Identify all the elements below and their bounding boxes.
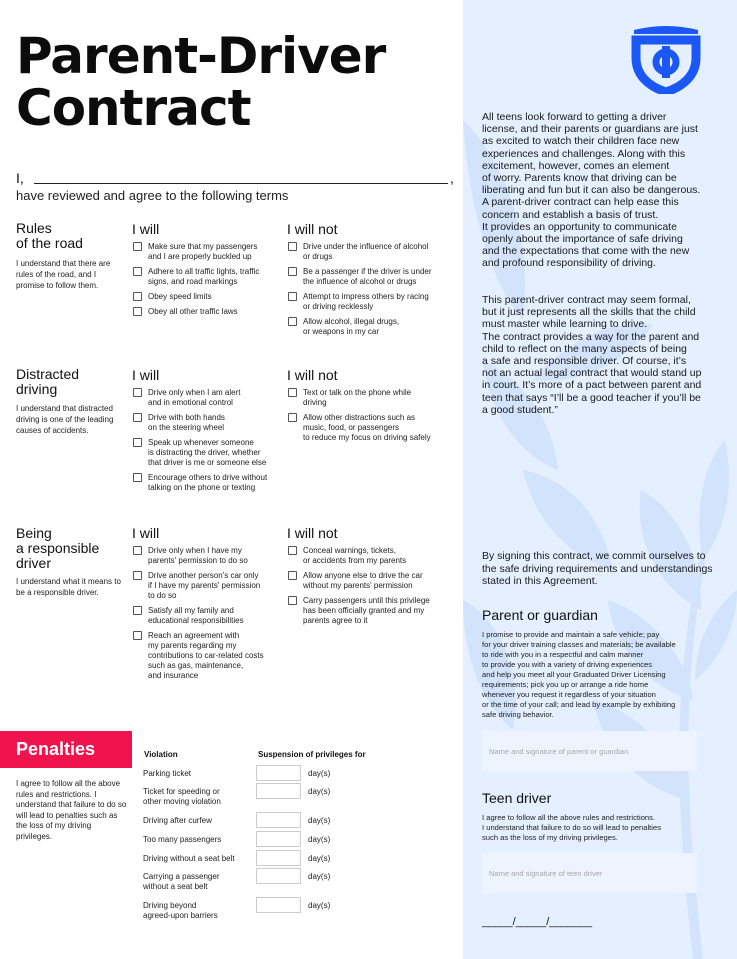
checkbox-icon[interactable]: [133, 292, 142, 301]
will-not-heading: I will not: [287, 367, 338, 383]
intro-paragraph-2: This parent-driver contract may seem formal, but it just represents all the skills that the child must master while learning to drive. The contract provides a way for the parent and child to reflect on the many aspects of being a safe and responsible driver. Of course, it’s not an actual legal contract that would stand up in court. It’s more of a pact between parent and teen that says “I’ll be a good teacher if you’ll be a good student.”: [482, 294, 702, 416]
will-list-rules: [133, 242, 281, 322]
suspension-column-header: Suspension of privileges for: [258, 750, 366, 759]
penalties-description: I agree to follow all the above rules and restrictions. I understand that failure to do so will lead to penalties such as the loss of my driving privileges.: [16, 779, 127, 841]
list-item[interactable]: [288, 292, 458, 312]
days-unit: day(s): [308, 769, 331, 778]
checkbox-icon[interactable]: [288, 267, 297, 276]
item-label: Text or talk on the phone while driving: [303, 388, 412, 407]
item-label: Drive under the influence of alcohol or drugs: [303, 242, 429, 261]
item-label: Obey speed limits: [148, 292, 212, 301]
section-title-rules: Rules of the road: [16, 220, 83, 251]
days-unit: day(s): [308, 787, 331, 796]
will-not-heading: I will not: [287, 221, 338, 237]
checkbox-icon[interactable]: [288, 413, 297, 422]
violation-label: Driving without a seat belt: [143, 854, 235, 863]
reviewed-statement: have reviewed and agree to the following terms: [16, 188, 289, 203]
checkbox-icon[interactable]: [133, 307, 142, 316]
will-heading: I will: [132, 367, 160, 383]
commitment-statement: By signing this contract, we commit ourselves to the safe driving requirements and understandings stated in this Agreement.: [482, 550, 713, 587]
name-blank-line[interactable]: [34, 183, 448, 184]
violation-label: Driving beyond agreed-upon barriers: [143, 901, 218, 920]
list-item[interactable]: [288, 546, 458, 566]
list-item[interactable]: [288, 413, 458, 443]
list-item[interactable]: [288, 596, 458, 626]
will-list-responsible: [133, 546, 283, 686]
checkbox-icon[interactable]: [133, 631, 142, 640]
suspension-days-input[interactable]: [256, 897, 301, 913]
days-unit: day(s): [308, 854, 331, 863]
teen-signature-field[interactable]: [482, 853, 697, 893]
table-row: [143, 901, 443, 921]
checkbox-icon[interactable]: [133, 546, 142, 555]
list-item[interactable]: [288, 317, 458, 337]
item-label: Conceal warnings, tickets, or accidents from my parents: [303, 546, 407, 565]
list-item[interactable]: [133, 292, 281, 302]
penalties-banner: Penalties: [0, 731, 132, 768]
will-not-list-distracted: [288, 388, 458, 448]
teen-heading: Teen driver: [482, 790, 552, 806]
item-label: Carry passengers until this privilege has been officially granted and my parents agree to it: [303, 596, 430, 625]
table-row: [143, 787, 443, 807]
teen-agreement-text: I agree to follow all the above rules and restrictions. I understand that failure to do so will lead to penalties such as the loss of my driving privileges.: [482, 813, 661, 842]
suspension-days-input[interactable]: [256, 765, 301, 781]
checkbox-icon[interactable]: [133, 388, 142, 397]
item-label: Drive only when I am alert and in emotional control: [148, 388, 241, 407]
suspension-days-input[interactable]: [256, 783, 301, 799]
item-label: Be a passenger if the driver is under the influence of alcohol or drugs: [303, 267, 432, 286]
list-item[interactable]: [133, 606, 283, 626]
list-item[interactable]: [133, 388, 283, 408]
parent-signature-field[interactable]: [482, 731, 697, 771]
violation-label: Too many passengers: [143, 835, 222, 844]
list-item[interactable]: [133, 242, 281, 262]
parent-heading: Parent or guardian: [482, 607, 598, 623]
list-item[interactable]: [133, 267, 281, 287]
violation-label: Parking ticket: [143, 769, 192, 778]
list-item[interactable]: [288, 571, 458, 591]
will-list-distracted: [133, 388, 283, 498]
item-label: Adhere to all traffic lights, traffic signs, and road markings: [148, 267, 260, 286]
checkbox-icon[interactable]: [288, 242, 297, 251]
will-heading: I will: [132, 221, 160, 237]
violation-label: Carrying a passenger without a seat belt: [143, 872, 220, 891]
will-not-list-responsible: [288, 546, 458, 631]
list-item[interactable]: [133, 546, 283, 566]
list-item[interactable]: [133, 307, 281, 317]
suspension-days-input[interactable]: [256, 812, 301, 828]
intro-paragraph-1: All teens look forward to getting a driver license, and their parents or guardians are just as excited to watch their children face new experiences and challenges. Along with this excitement, however, comes an element of worry. Parents know that driving can be liberating and fun but it can also be dangerous. A parent-driver contract can help ease this concern and establish a basis of trust. It provides an opportunity to communicate openly about the importance of safe driving and the expectations that come with the new and profound responsibility of driving.: [482, 111, 701, 270]
list-item[interactable]: [288, 242, 458, 262]
item-label: Allow other distractions such as music, food, or passengers to reduce my focus on driving safely: [303, 413, 431, 442]
item-label: Obey all other traffic laws: [148, 307, 238, 316]
checkbox-icon[interactable]: [133, 571, 142, 580]
item-label: Satisfy all my family and educational responsibilities: [148, 606, 244, 625]
checkbox-icon[interactable]: [288, 388, 297, 397]
table-row: [143, 872, 443, 892]
item-label: Attempt to impress others by racing or driving recklessly: [303, 292, 429, 311]
checkbox-icon[interactable]: [133, 473, 142, 482]
section-title-responsible: Being a responsible driver: [16, 525, 100, 571]
list-item[interactable]: [133, 571, 283, 601]
section-desc-distracted: I understand that distracted driving is one of the leading causes of accidents.: [16, 404, 114, 435]
will-not-heading: I will not: [287, 525, 338, 541]
item-label: Make sure that my passengers and I are properly buckled up: [148, 242, 258, 261]
checkbox-icon[interactable]: [133, 242, 142, 251]
will-heading: I will: [132, 525, 160, 541]
list-item[interactable]: [133, 438, 283, 468]
suspension-days-input[interactable]: [256, 868, 301, 884]
days-unit: day(s): [308, 872, 331, 881]
list-item[interactable]: [288, 267, 458, 287]
item-label: Encourage others to drive without talking on the phone or texting: [148, 473, 268, 492]
days-unit: day(s): [308, 901, 331, 910]
days-unit: day(s): [308, 835, 331, 844]
list-item[interactable]: [133, 631, 283, 681]
page-title: Parent-Driver Contract: [16, 27, 386, 137]
checkbox-icon[interactable]: [133, 606, 142, 615]
name-prefix: I,: [16, 170, 24, 186]
checkbox-icon[interactable]: [288, 292, 297, 301]
name-comma: ,: [450, 170, 454, 186]
checkbox-icon[interactable]: [288, 571, 297, 580]
checkbox-icon[interactable]: [133, 413, 142, 422]
item-label: Drive only when I have my parents' permission to do so: [148, 546, 248, 565]
section-desc-rules: I understand that there are rules of the road, and I promise to follow them.: [16, 259, 111, 290]
item-label: Drive with both hands on the steering wheel: [148, 413, 225, 432]
list-item[interactable]: [133, 473, 283, 493]
will-not-list-rules: [288, 242, 458, 342]
item-label: Allow anyone else to drive the car without my parents' permission: [303, 571, 423, 590]
shield-logo-icon: [630, 24, 702, 94]
date-line[interactable]: _____/_____/_______: [482, 916, 593, 928]
list-item[interactable]: [288, 388, 458, 408]
checkbox-icon[interactable]: [133, 438, 142, 447]
item-label: Speak up whenever someone is distracting the driver, whether that driver is me or someone else: [148, 438, 267, 467]
checkbox-icon[interactable]: [288, 546, 297, 555]
violation-column-header: Violation: [144, 750, 178, 759]
item-label: Reach an agreement with my parents regarding my contributions to car-related costs such as gas, maintenance, and insurance: [148, 631, 264, 680]
section-title-distracted: Distracted driving: [16, 366, 80, 397]
parent-promise-text: I promise to provide and maintain a safe vehicle; pay for your driver training classes and materials; be available to ride with you in a respectful and calm manner to provide you with a variety of driving experiences and help you meet all your Graduated Driver Licensing requirements; pick you up or arrange a ride home whenever you request it regardless of your situation or the time of your call; and lead by example by exhibiting safe driving behavior.: [482, 630, 676, 719]
item-label: Allow alcohol, illegal drugs, or weapons in my car: [303, 317, 400, 336]
violation-label: Ticket for speeding or other moving violation: [143, 787, 221, 806]
violation-label: Driving after curfew: [143, 816, 212, 825]
checkbox-icon[interactable]: [133, 267, 142, 276]
item-label: Drive another person's car only if I have my parents' permission to do so: [148, 571, 261, 600]
section-desc-responsible: I understand what it means to be a responsible driver.: [16, 577, 121, 597]
list-item[interactable]: [133, 413, 283, 433]
checkbox-icon[interactable]: [288, 317, 297, 326]
suspension-days-input[interactable]: [256, 850, 301, 866]
days-unit: day(s): [308, 816, 331, 825]
checkbox-icon[interactable]: [288, 596, 297, 605]
suspension-days-input[interactable]: [256, 831, 301, 847]
